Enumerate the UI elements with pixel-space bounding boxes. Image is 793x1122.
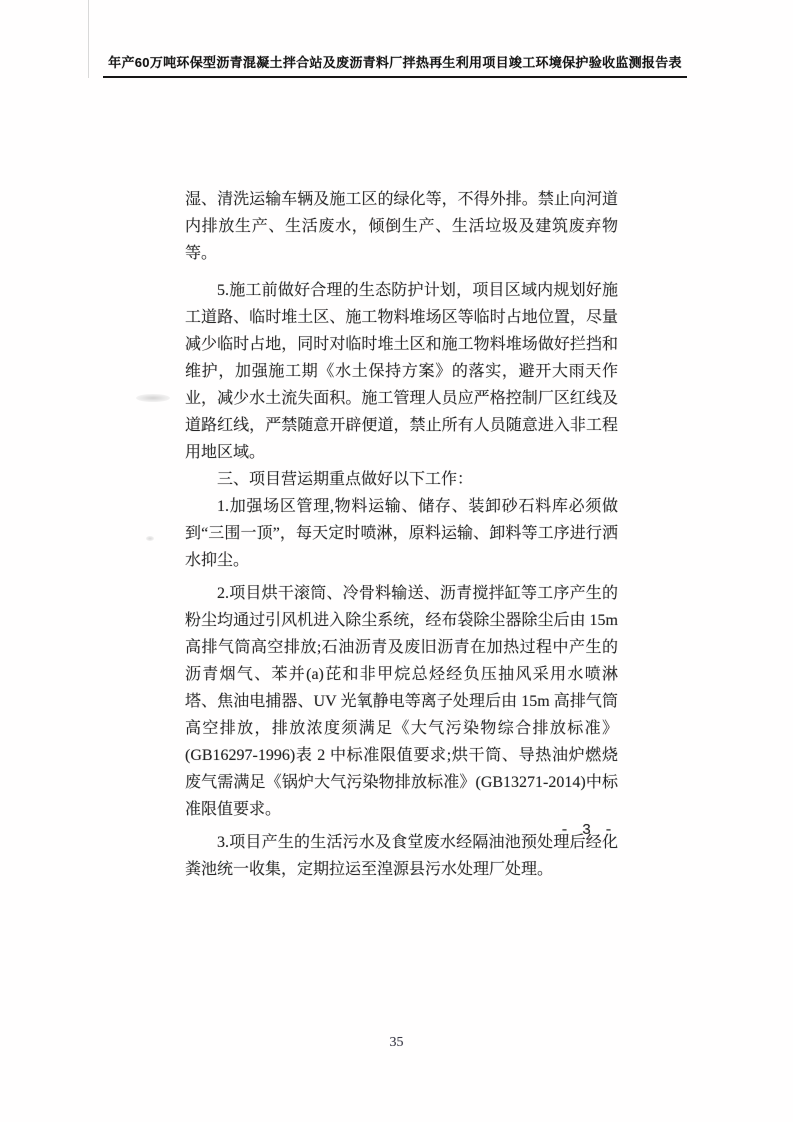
document-body — [185, 186, 618, 883]
paragraph-item-5: 5.施工前做好合理的生态防护计划，项目区域内规划好施工道路、临时堆土区、施工物料堆场区等临时占地位置，尽量减少临时占地，同时对临时堆土区和施工物料堆场做好拦挡和维护，加强施工期《水土保持方案》的落实，避开大雨天作业，减少水土流失面积。施工管理人员应严格控制厂区红线及道路红线，严禁随意开辟便道，禁止所有人员随意进入非工程用地区域。 — [185, 282, 618, 461]
paragraph-section-three-heading: 三、项目营运期重点做好以下工作： — [217, 471, 474, 488]
page-header — [103, 52, 687, 78]
scan-smudge-artifact — [136, 394, 170, 402]
paragraph-continuation: 湿、清洗运输车辆及施工区的绿化等，不得外排。禁止向河道内排放生产、生活废水，倾倒生产、生活垃圾及建筑废弃物等。 — [185, 191, 618, 262]
document-title: 年产60万吨环保型沥青混凝土拌合站及废沥青料厂拌热再生利用项目竣工环境保护验收监测报告表 — [108, 55, 682, 70]
scan-edge-artifact — [88, 0, 89, 78]
scan-speck-artifact — [146, 536, 154, 541]
sheet-number: 35 — [389, 1035, 404, 1050]
paragraph-item-3: 3.项目产生的生活污水及食堂废水经隔油池预处理后经化粪池统一收集，定期拉运至湟源县污水处理厂处理。 — [185, 834, 618, 878]
page-number: - 3 - — [559, 822, 615, 839]
paragraph-item-2: 2.项目烘干滚筒、冷骨料输送、沥青搅拌缸等工序产生的粉尘均通过引风机进入除尘系统，经布袋除尘器除尘后由 15m 高排气筒高空排放;石油沥青及废旧沥青在加热过程中产生的沥青烟气、苯并(a)芘和非甲烷总烃经负压抽风采用水喷淋塔、焦油电捕器、UV 光氧静电等离子处理后由 15m 高排气筒高空排放，排放浓度须满足《大气污染物综合排放标准》(GB16297-1996)表 2 中标准限值要求;烘干筒、导热油炉燃烧废气需满足《锅炉大气污染物排放标准》(GB13271-2014)中标准限值要求。 — [185, 585, 618, 818]
paragraph-item-1: 1.加强场区管理,物料运输、储存、装卸砂石料库必须做到“三围一顶”，每天定时喷淋，原料运输、卸料等工序进行洒水抑尘。 — [185, 498, 618, 569]
